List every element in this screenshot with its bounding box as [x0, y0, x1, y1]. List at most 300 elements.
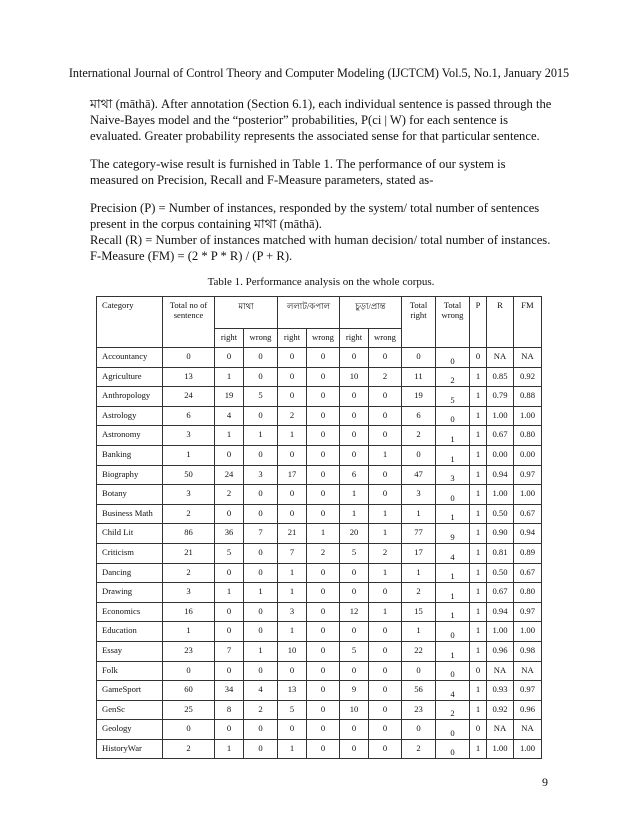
cell-total-wrong: 0 — [436, 485, 470, 505]
cell-total-right: 1 — [402, 563, 436, 583]
cell-total-right: 2 — [402, 583, 436, 603]
cell-p: 1 — [470, 367, 487, 387]
cell-chura-wrong: 0 — [369, 485, 402, 505]
header-sense-kopal: ললাট/কপাল — [278, 297, 340, 329]
cell-chura-right: 0 — [340, 720, 369, 740]
cell-total: 1 — [163, 622, 215, 642]
paragraph: The category-wise result is furnished in Table 1. The performance of our system is measured on Precision, Recall and F-Measure parameters, stated as- — [90, 157, 506, 187]
cell-category: Essay — [97, 641, 163, 661]
cell-total: 0 — [163, 348, 215, 368]
cell-kopal-right: 0 — [278, 387, 307, 407]
cell-r: 0.92 — [487, 700, 514, 720]
cell-chura-right: 0 — [340, 445, 369, 465]
cell-fm: 1.00 — [514, 406, 542, 426]
cell-kopal-wrong: 0 — [307, 348, 340, 368]
cell-chura-right: 0 — [340, 661, 369, 681]
cell-r: 0.00 — [487, 445, 514, 465]
page-content — [90, 96, 552, 790]
header-sense-matha: মাথা — [215, 297, 278, 329]
cell-total: 50 — [163, 465, 215, 485]
header-right: right — [340, 329, 369, 348]
header-right: right — [278, 329, 307, 348]
table-row — [97, 543, 542, 563]
cell-category: Anthropology — [97, 387, 163, 407]
table-row — [97, 367, 542, 387]
cell-chura-wrong: 0 — [369, 387, 402, 407]
cell-total-wrong: 1 — [436, 563, 470, 583]
cell-kopal-wrong: 1 — [307, 524, 340, 544]
cell-r: 0.96 — [487, 641, 514, 661]
header-sense-chura: চুড়া/প্রান্ত — [340, 297, 402, 329]
cell-chura-wrong: 2 — [369, 367, 402, 387]
cell-matha-wrong: 7 — [244, 524, 278, 544]
cell-chura-right: 10 — [340, 367, 369, 387]
cell-fm: NA — [514, 720, 542, 740]
cell-matha-right: 4 — [215, 406, 244, 426]
cell-p: 1 — [470, 622, 487, 642]
cell-matha-wrong: 1 — [244, 426, 278, 446]
cell-matha-wrong: 0 — [244, 739, 278, 759]
cell-matha-wrong: 1 — [244, 583, 278, 603]
cell-total-right: 3 — [402, 485, 436, 505]
cell-total-wrong: 1 — [436, 583, 470, 603]
cell-kopal-right: 1 — [278, 739, 307, 759]
cell-chura-right: 10 — [340, 700, 369, 720]
cell-r: 0.93 — [487, 681, 514, 701]
cell-r: 1.00 — [487, 485, 514, 505]
cell-chura-wrong: 0 — [369, 406, 402, 426]
cell-chura-right: 20 — [340, 524, 369, 544]
cell-r: 1.00 — [487, 622, 514, 642]
cell-kopal-right: 0 — [278, 445, 307, 465]
cell-category: Education — [97, 622, 163, 642]
cell-total: 1 — [163, 445, 215, 465]
cell-matha-wrong: 1 — [244, 641, 278, 661]
cell-fm: 0.80 — [514, 583, 542, 603]
cell-category: Child Lit — [97, 524, 163, 544]
table-row — [97, 602, 542, 622]
cell-kopal-right: 13 — [278, 681, 307, 701]
page-number: 9 — [542, 775, 548, 790]
cell-total: 13 — [163, 367, 215, 387]
cell-kopal-right: 17 — [278, 465, 307, 485]
cell-matha-right: 0 — [215, 563, 244, 583]
cell-matha-wrong: 0 — [244, 367, 278, 387]
cell-fm: 1.00 — [514, 485, 542, 505]
cell-p: 1 — [470, 426, 487, 446]
cell-total: 16 — [163, 602, 215, 622]
cell-total: 86 — [163, 524, 215, 544]
cell-total: 2 — [163, 563, 215, 583]
table-caption: Table 1. Performance analysis on the whole corpus. — [207, 276, 435, 288]
table-row — [97, 681, 542, 701]
cell-matha-right: 2 — [215, 485, 244, 505]
cell-chura-right: 1 — [340, 504, 369, 524]
cell-chura-right: 0 — [340, 563, 369, 583]
cell-matha-wrong: 0 — [244, 563, 278, 583]
header-total-wrong: Total wrong — [436, 297, 470, 348]
cell-kopal-wrong: 0 — [307, 406, 340, 426]
cell-fm: 1.00 — [514, 622, 542, 642]
cell-total-wrong: 9 — [436, 524, 470, 544]
cell-total-wrong: 4 — [436, 681, 470, 701]
cell-category: Astronomy — [97, 426, 163, 446]
cell-kopal-wrong: 0 — [307, 445, 340, 465]
cell-fm: 0.92 — [514, 367, 542, 387]
cell-p: 1 — [470, 524, 487, 544]
table-row — [97, 739, 542, 759]
cell-kopal-wrong: 0 — [307, 563, 340, 583]
cell-total-wrong: 1 — [436, 426, 470, 446]
cell-kopal-wrong: 0 — [307, 739, 340, 759]
paragraph: মাথা (māthā). After annotation (Section 6.1), each individual sentence is passed through the Naive-Bayes model and the “posterior” probabilities, P(ci | W) for each sentence is evaluated. Greater probability represents the associated sense for that particular sentence. — [90, 97, 552, 143]
cell-p: 1 — [470, 739, 487, 759]
cell-matha-wrong: 4 — [244, 681, 278, 701]
cell-kopal-right: 10 — [278, 641, 307, 661]
cell-fm: NA — [514, 348, 542, 368]
cell-matha-right: 0 — [215, 661, 244, 681]
cell-chura-wrong: 0 — [369, 465, 402, 485]
cell-chura-right: 9 — [340, 681, 369, 701]
cell-kopal-right: 0 — [278, 485, 307, 505]
cell-total: 2 — [163, 504, 215, 524]
header-wrong: wrong — [307, 329, 340, 348]
cell-r: NA — [487, 661, 514, 681]
cell-category: Accountancy — [97, 348, 163, 368]
cell-matha-wrong: 2 — [244, 700, 278, 720]
table-row — [97, 641, 542, 661]
cell-matha-wrong: 0 — [244, 720, 278, 740]
cell-total-right: 11 — [402, 367, 436, 387]
cell-p: 1 — [470, 485, 487, 505]
table-row — [97, 622, 542, 642]
table-row — [97, 563, 542, 583]
cell-p: 1 — [470, 563, 487, 583]
cell-matha-right: 5 — [215, 543, 244, 563]
cell-chura-wrong: 0 — [369, 700, 402, 720]
cell-kopal-right: 0 — [278, 348, 307, 368]
cell-chura-wrong: 0 — [369, 681, 402, 701]
table-row — [97, 465, 542, 485]
cell-total-right: 23 — [402, 700, 436, 720]
header-wrong: wrong — [369, 329, 402, 348]
cell-p: 0 — [470, 348, 487, 368]
cell-kopal-right: 0 — [278, 661, 307, 681]
cell-category: Dancing — [97, 563, 163, 583]
cell-total-wrong: 3 — [436, 465, 470, 485]
cell-kopal-wrong: 0 — [307, 583, 340, 603]
cell-r: 0.79 — [487, 387, 514, 407]
cell-fm: 0.00 — [514, 445, 542, 465]
table-row — [97, 700, 542, 720]
cell-total-wrong: 0 — [436, 739, 470, 759]
cell-r: 0.85 — [487, 367, 514, 387]
cell-category: Astrology — [97, 406, 163, 426]
cell-total-wrong: 1 — [436, 445, 470, 465]
cell-total-wrong: 1 — [436, 602, 470, 622]
cell-r: 0.67 — [487, 426, 514, 446]
cell-matha-right: 24 — [215, 465, 244, 485]
cell-chura-wrong: 1 — [369, 524, 402, 544]
cell-kopal-right: 3 — [278, 602, 307, 622]
header-right: right — [215, 329, 244, 348]
table-row — [97, 720, 542, 740]
cell-p: 1 — [470, 602, 487, 622]
cell-p: 0 — [470, 661, 487, 681]
cell-matha-wrong: 0 — [244, 543, 278, 563]
cell-matha-right: 36 — [215, 524, 244, 544]
cell-chura-right: 0 — [340, 348, 369, 368]
cell-kopal-wrong: 0 — [307, 720, 340, 740]
cell-chura-right: 5 — [340, 641, 369, 661]
cell-category: Geology — [97, 720, 163, 740]
cell-chura-wrong: 1 — [369, 563, 402, 583]
cell-fm: 0.97 — [514, 602, 542, 622]
cell-total-wrong: 5 — [436, 387, 470, 407]
cell-total-wrong: 1 — [436, 504, 470, 524]
cell-chura-wrong: 1 — [369, 602, 402, 622]
cell-matha-right: 34 — [215, 681, 244, 701]
cell-fm: 0.98 — [514, 641, 542, 661]
cell-total-right: 22 — [402, 641, 436, 661]
cell-total-right: 19 — [402, 387, 436, 407]
cell-total: 3 — [163, 485, 215, 505]
cell-total-wrong: 1 — [436, 641, 470, 661]
table-row — [97, 524, 542, 544]
cell-kopal-wrong: 0 — [307, 465, 340, 485]
cell-fm: 0.89 — [514, 543, 542, 563]
cell-total-wrong: 0 — [436, 348, 470, 368]
cell-chura-right: 5 — [340, 543, 369, 563]
cell-total: 60 — [163, 681, 215, 701]
cell-total-right: 1 — [402, 504, 436, 524]
cell-kopal-right: 5 — [278, 700, 307, 720]
cell-kopal-right: 1 — [278, 563, 307, 583]
cell-fm: 1.00 — [514, 739, 542, 759]
cell-fm: NA — [514, 661, 542, 681]
cell-r: 0.94 — [487, 602, 514, 622]
cell-category: GenSc — [97, 700, 163, 720]
cell-total-wrong: 0 — [436, 661, 470, 681]
cell-matha-right: 1 — [215, 739, 244, 759]
cell-chura-wrong: 0 — [369, 641, 402, 661]
cell-fm: 0.80 — [514, 426, 542, 446]
cell-kopal-wrong: 0 — [307, 661, 340, 681]
cell-r: 1.00 — [487, 406, 514, 426]
cell-category: Drawing — [97, 583, 163, 603]
cell-matha-right: 8 — [215, 700, 244, 720]
cell-kopal-right: 7 — [278, 543, 307, 563]
cell-chura-wrong: 0 — [369, 348, 402, 368]
header-fm: FM — [514, 297, 542, 348]
cell-total-wrong: 0 — [436, 720, 470, 740]
cell-kopal-wrong: 0 — [307, 426, 340, 446]
cell-matha-wrong: 0 — [244, 406, 278, 426]
cell-p: 1 — [470, 543, 487, 563]
paragraph: Recall (R) = Number of instances matched with human decision/ total number of instances. — [90, 233, 551, 247]
header-category: Category — [97, 297, 163, 348]
header-p: P — [470, 297, 487, 348]
cell-category: Botany — [97, 485, 163, 505]
header-total-right: Total right — [402, 297, 436, 348]
cell-total-right: 15 — [402, 602, 436, 622]
header-total: Total no of sentence — [163, 297, 215, 348]
cell-matha-wrong: 0 — [244, 622, 278, 642]
table-row — [97, 504, 542, 524]
cell-total-right: 17 — [402, 543, 436, 563]
cell-total: 6 — [163, 406, 215, 426]
cell-chura-right: 6 — [340, 465, 369, 485]
cell-kopal-right: 1 — [278, 426, 307, 446]
cell-matha-wrong: 0 — [244, 445, 278, 465]
cell-total: 0 — [163, 720, 215, 740]
cell-chura-right: 0 — [340, 739, 369, 759]
performance-table — [96, 296, 542, 759]
cell-matha-right: 0 — [215, 720, 244, 740]
cell-category: Folk — [97, 661, 163, 681]
cell-r: 0.94 — [487, 465, 514, 485]
cell-chura-right: 0 — [340, 406, 369, 426]
cell-total-right: 2 — [402, 739, 436, 759]
cell-chura-wrong: 0 — [369, 720, 402, 740]
cell-matha-right: 0 — [215, 602, 244, 622]
cell-kopal-right: 1 — [278, 622, 307, 642]
cell-matha-right: 1 — [215, 583, 244, 603]
cell-p: 1 — [470, 406, 487, 426]
cell-category: Business Math — [97, 504, 163, 524]
cell-total: 24 — [163, 387, 215, 407]
cell-kopal-wrong: 0 — [307, 602, 340, 622]
table-row — [97, 661, 542, 681]
cell-matha-wrong: 0 — [244, 485, 278, 505]
cell-fm: 0.97 — [514, 465, 542, 485]
cell-category: HistoryWar — [97, 739, 163, 759]
cell-chura-right: 0 — [340, 426, 369, 446]
cell-total-wrong: 4 — [436, 543, 470, 563]
cell-chura-right: 12 — [340, 602, 369, 622]
cell-r: NA — [487, 348, 514, 368]
cell-fm: 0.97 — [514, 681, 542, 701]
cell-r: 0.50 — [487, 504, 514, 524]
cell-chura-wrong: 2 — [369, 543, 402, 563]
cell-kopal-wrong: 0 — [307, 387, 340, 407]
cell-r: 0.81 — [487, 543, 514, 563]
cell-p: 1 — [470, 465, 487, 485]
cell-p: 0 — [470, 720, 487, 740]
cell-kopal-wrong: 0 — [307, 485, 340, 505]
cell-matha-right: 0 — [215, 504, 244, 524]
cell-matha-wrong: 3 — [244, 465, 278, 485]
cell-kopal-right: 0 — [278, 504, 307, 524]
cell-total-right: 1 — [402, 622, 436, 642]
cell-kopal-right: 0 — [278, 367, 307, 387]
table-row — [97, 426, 542, 446]
cell-total-wrong: 0 — [436, 406, 470, 426]
cell-total-right: 2 — [402, 426, 436, 446]
table-row — [97, 583, 542, 603]
cell-matha-wrong: 0 — [244, 504, 278, 524]
cell-total: 25 — [163, 700, 215, 720]
cell-matha-right: 0 — [215, 445, 244, 465]
table-body — [97, 348, 542, 759]
cell-chura-wrong: 1 — [369, 504, 402, 524]
cell-category: GameSport — [97, 681, 163, 701]
cell-total-right: 47 — [402, 465, 436, 485]
cell-total-right: 0 — [402, 661, 436, 681]
cell-total-wrong: 2 — [436, 700, 470, 720]
cell-fm: 0.96 — [514, 700, 542, 720]
cell-p: 1 — [470, 387, 487, 407]
cell-kopal-wrong: 0 — [307, 622, 340, 642]
cell-kopal-right: 21 — [278, 524, 307, 544]
cell-chura-right: 0 — [340, 622, 369, 642]
cell-matha-wrong: 0 — [244, 661, 278, 681]
cell-total-wrong: 0 — [436, 622, 470, 642]
cell-matha-right: 7 — [215, 641, 244, 661]
cell-kopal-right: 2 — [278, 406, 307, 426]
cell-category: Agriculture — [97, 367, 163, 387]
cell-total: 3 — [163, 426, 215, 446]
cell-total-right: 0 — [402, 348, 436, 368]
cell-r: 0.50 — [487, 563, 514, 583]
cell-total: 21 — [163, 543, 215, 563]
cell-matha-right: 0 — [215, 622, 244, 642]
cell-kopal-wrong: 0 — [307, 700, 340, 720]
cell-p: 1 — [470, 681, 487, 701]
cell-total-right: 77 — [402, 524, 436, 544]
cell-matha-right: 1 — [215, 367, 244, 387]
cell-p: 1 — [470, 641, 487, 661]
cell-matha-right: 19 — [215, 387, 244, 407]
cell-category: Banking — [97, 445, 163, 465]
cell-kopal-wrong: 0 — [307, 641, 340, 661]
cell-total: 2 — [163, 739, 215, 759]
table-row — [97, 348, 542, 368]
cell-matha-right: 1 — [215, 426, 244, 446]
cell-p: 1 — [470, 445, 487, 465]
cell-matha-wrong: 0 — [244, 348, 278, 368]
cell-chura-right: 0 — [340, 583, 369, 603]
cell-category: Criticism — [97, 543, 163, 563]
cell-chura-wrong: 0 — [369, 661, 402, 681]
table-row — [97, 445, 542, 465]
cell-fm: 0.67 — [514, 563, 542, 583]
cell-p: 1 — [470, 504, 487, 524]
cell-chura-right: 0 — [340, 387, 369, 407]
header-wrong: wrong — [244, 329, 278, 348]
cell-total-right: 0 — [402, 720, 436, 740]
cell-total: 0 — [163, 661, 215, 681]
paragraph: Precision (P) = Number of instances, responded by the system/ total number of sentences present in the corpus containing মাথা (māthā). — [90, 201, 540, 231]
cell-matha-wrong: 0 — [244, 602, 278, 622]
cell-matha-wrong: 5 — [244, 387, 278, 407]
cell-total-right: 0 — [402, 445, 436, 465]
cell-chura-wrong: 0 — [369, 426, 402, 446]
cell-p: 1 — [470, 700, 487, 720]
cell-chura-wrong: 0 — [369, 739, 402, 759]
cell-chura-wrong: 0 — [369, 583, 402, 603]
cell-total-wrong: 2 — [436, 367, 470, 387]
cell-fm: 0.67 — [514, 504, 542, 524]
cell-kopal-wrong: 0 — [307, 681, 340, 701]
cell-r: 0.90 — [487, 524, 514, 544]
table-row — [97, 406, 542, 426]
cell-chura-wrong: 0 — [369, 622, 402, 642]
header-r: R — [487, 297, 514, 348]
cell-r: 0.67 — [487, 583, 514, 603]
cell-category: Economics — [97, 602, 163, 622]
cell-total-right: 56 — [402, 681, 436, 701]
